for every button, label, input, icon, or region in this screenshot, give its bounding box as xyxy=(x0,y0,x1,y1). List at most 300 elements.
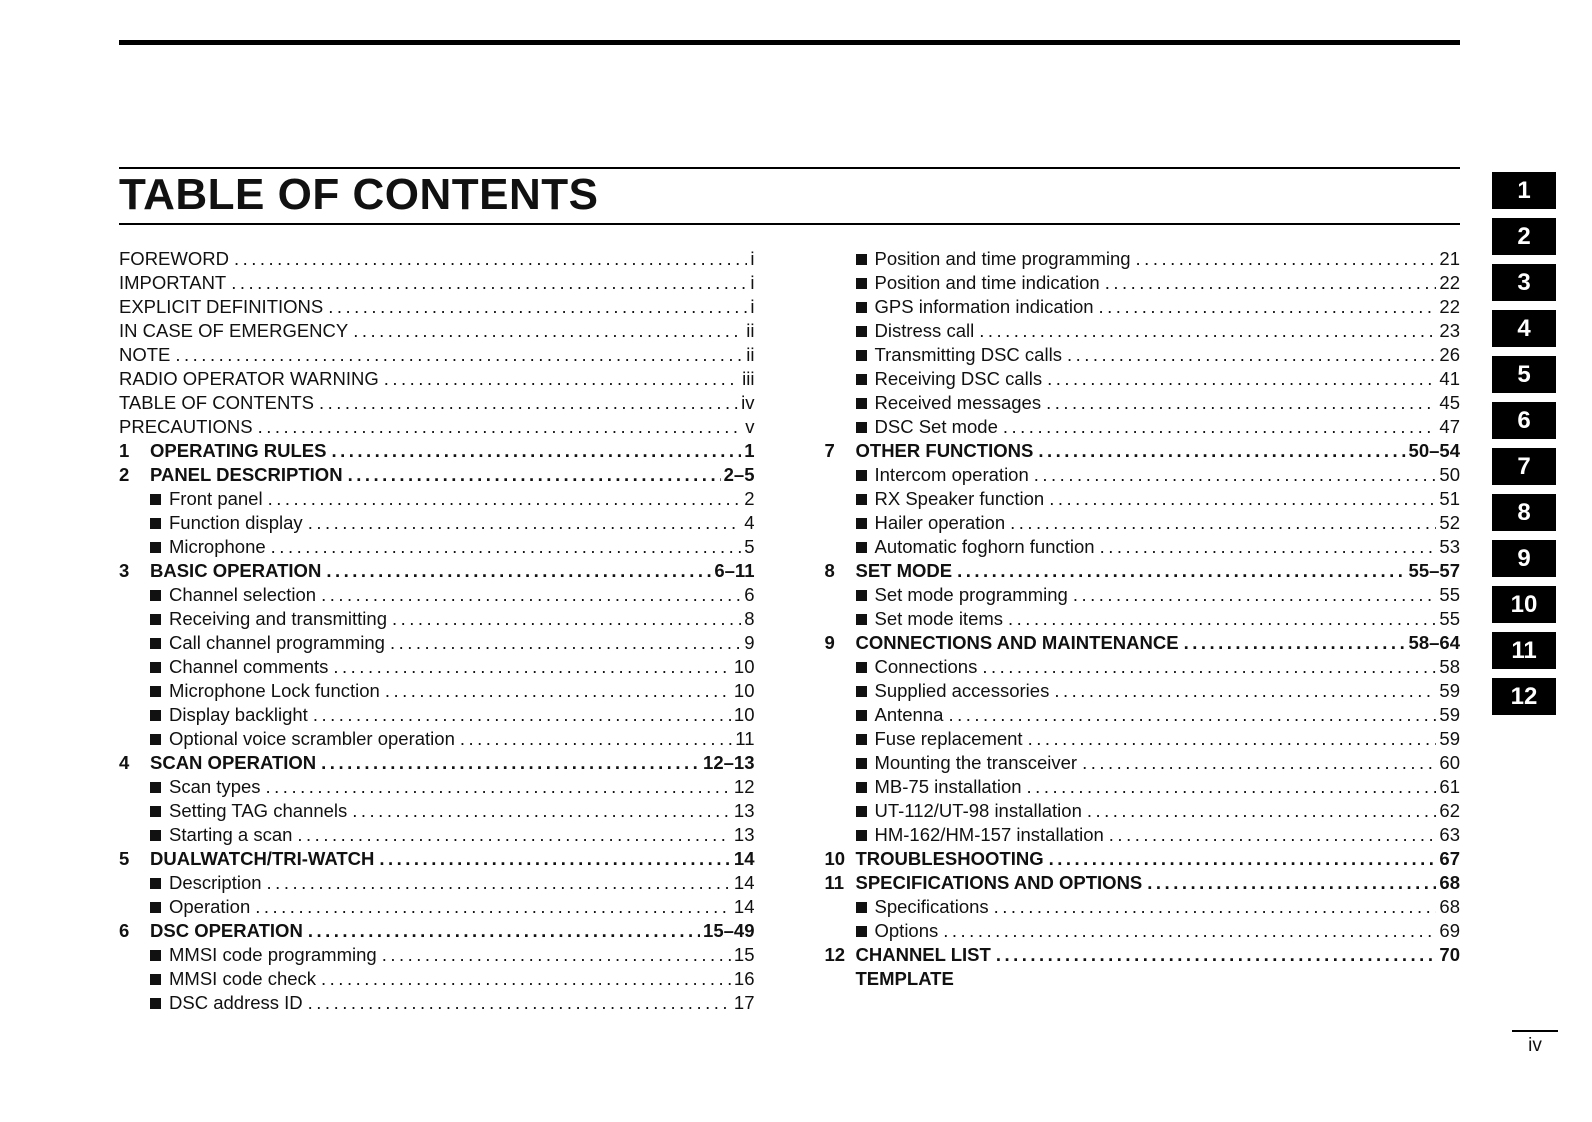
toc-entry xyxy=(119,583,755,607)
toc-entry-page: 70 xyxy=(1439,944,1460,965)
toc-entry xyxy=(825,703,1461,727)
dot-leader xyxy=(379,847,731,871)
section-bullet-icon xyxy=(856,662,867,673)
toc-entry-label: GPS information indication xyxy=(874,296,1094,317)
dot-leader xyxy=(385,679,731,703)
chapter-number: 4 xyxy=(119,752,130,773)
toc-entry-label: OTHER FUNCTIONS xyxy=(855,440,1034,461)
toc-entry xyxy=(119,775,755,799)
chapter-tab-11: 11 xyxy=(1492,632,1556,669)
toc-entry xyxy=(119,607,755,631)
section-bullet-icon xyxy=(150,710,161,721)
toc-entry xyxy=(825,487,1461,511)
section-bullet-icon xyxy=(856,350,867,361)
toc-entry-label: Fuse replacement xyxy=(874,728,1023,749)
toc-entry-label: EXPLICIT DEFINITIONS xyxy=(119,296,324,317)
dot-leader xyxy=(352,799,731,823)
toc-entry-page: 55 xyxy=(1439,584,1460,605)
toc-entry-page: 63 xyxy=(1439,824,1460,845)
chapter-tab-3: 3 xyxy=(1492,264,1556,301)
dot-leader xyxy=(943,919,1436,943)
dot-leader xyxy=(1184,631,1406,655)
toc-entry-label: Set mode items xyxy=(874,608,1004,629)
dot-leader xyxy=(1038,439,1405,463)
toc-entry-page: 47 xyxy=(1439,416,1460,437)
toc-entry-page: i xyxy=(750,272,755,293)
toc-entry xyxy=(825,679,1461,703)
chapter-number: 11 xyxy=(824,872,845,893)
toc-columns xyxy=(119,247,1460,1015)
toc-entry-label: Front panel xyxy=(169,488,263,509)
section-bullet-icon xyxy=(856,398,867,409)
dot-leader xyxy=(308,919,700,943)
dot-leader xyxy=(1087,799,1437,823)
chapter-tab-5: 5 xyxy=(1492,356,1556,393)
toc-entry xyxy=(825,919,1461,943)
dot-leader xyxy=(1046,391,1436,415)
dot-leader xyxy=(353,319,743,343)
toc-entry xyxy=(119,895,755,919)
toc-entry-page: 51 xyxy=(1439,488,1460,509)
toc-entry xyxy=(119,967,755,991)
dot-leader xyxy=(1049,487,1436,511)
section-bullet-icon xyxy=(150,830,161,841)
toc-entry-page: 23 xyxy=(1439,320,1460,341)
toc-entry xyxy=(119,847,755,871)
toc-entry-page: 17 xyxy=(733,992,755,1013)
dot-leader xyxy=(1010,511,1436,535)
toc-entry-label: FOREWORD xyxy=(119,248,229,269)
toc-entry-page: 53 xyxy=(1439,536,1460,557)
toc-entry-page: 69 xyxy=(1439,920,1460,941)
toc-entry-page: 2–5 xyxy=(723,464,755,485)
toc-entry-page: 8 xyxy=(744,608,755,629)
toc-entry xyxy=(119,919,755,943)
toc-entry-label: TEMPLATE xyxy=(855,968,954,989)
toc-entry xyxy=(119,943,755,967)
toc-entry xyxy=(825,943,1461,967)
toc-entry-label: Function display xyxy=(169,512,303,533)
dot-leader xyxy=(331,439,741,463)
toc-entry-page: 6–11 xyxy=(714,560,755,581)
section-bullet-icon xyxy=(150,590,161,601)
toc-entry-label: PRECAUTIONS xyxy=(119,416,253,437)
toc-entry xyxy=(825,391,1461,415)
toc-entry xyxy=(825,439,1461,463)
toc-entry-page: 4 xyxy=(744,512,755,533)
section-bullet-icon xyxy=(856,614,867,625)
toc-entry-label: SPECIFICATIONS AND OPTIONS xyxy=(855,872,1143,893)
section-bullet-icon xyxy=(856,326,867,337)
top-rule xyxy=(119,40,1460,45)
toc-entry-label: Channel selection xyxy=(169,584,317,605)
page-footer xyxy=(1512,1030,1558,1057)
section-bullet-icon xyxy=(856,926,867,937)
toc-entry-label: NOTE xyxy=(119,344,171,365)
dot-leader xyxy=(328,295,747,319)
toc-entry-page: 13 xyxy=(733,800,755,821)
section-bullet-icon xyxy=(856,254,867,265)
toc-entry xyxy=(825,775,1461,799)
chapter-tab-12: 12 xyxy=(1492,678,1556,715)
page-number: iv xyxy=(1528,1035,1542,1056)
toc-entry-label: DSC address ID xyxy=(169,992,303,1013)
dot-leader xyxy=(321,583,741,607)
section-bullet-icon xyxy=(150,542,161,553)
toc-entry-label: Hailer operation xyxy=(874,512,1006,533)
chapter-tab-6: 6 xyxy=(1492,402,1556,439)
chapter-tab-index xyxy=(1492,172,1556,715)
dot-leader xyxy=(1067,343,1436,367)
toc-entry-page: 11 xyxy=(735,728,755,749)
dot-leader xyxy=(1147,871,1436,895)
title-block xyxy=(119,167,1460,225)
toc-entry-page: 67 xyxy=(1439,848,1460,869)
toc-entry-label: Microphone xyxy=(169,536,266,557)
dot-leader xyxy=(979,319,1436,343)
toc-entry-label: TROUBLESHOOTING xyxy=(855,848,1044,869)
toc-entry-label: DUALWATCH/TRI-WATCH xyxy=(150,848,375,869)
toc-entry xyxy=(825,271,1461,295)
toc-column-right xyxy=(825,247,1461,1015)
dot-leader xyxy=(1028,727,1437,751)
toc-entry xyxy=(119,991,755,1015)
section-bullet-icon xyxy=(856,518,867,529)
dot-leader xyxy=(390,631,741,655)
toc-entry xyxy=(119,343,755,367)
toc-entry-label: TABLE OF CONTENTS xyxy=(119,392,314,413)
toc-entry-label: BASIC OPERATION xyxy=(150,560,322,581)
toc-entry-page: 55 xyxy=(1439,608,1460,629)
section-bullet-icon xyxy=(150,494,161,505)
toc-entry-label: Options xyxy=(874,920,939,941)
chapter-tab-4: 4 xyxy=(1492,310,1556,347)
dot-leader xyxy=(266,775,731,799)
section-bullet-icon xyxy=(150,662,161,673)
toc-entry xyxy=(119,799,755,823)
toc-entry-page: 22 xyxy=(1439,296,1460,317)
toc-entry xyxy=(825,343,1461,367)
toc-entry-page: 68 xyxy=(1439,872,1460,893)
dot-leader xyxy=(1049,847,1437,871)
toc-entry-page: 1 xyxy=(744,440,755,461)
toc-entry-label: RX Speaker function xyxy=(874,488,1045,509)
chapter-number: 5 xyxy=(119,848,130,869)
toc-entry-label: Receiving and transmitting xyxy=(169,608,387,629)
section-bullet-icon xyxy=(150,950,161,961)
section-bullet-icon xyxy=(856,470,867,481)
toc-entry-label: RADIO OPERATOR WARNING xyxy=(119,368,379,389)
toc-entry xyxy=(825,463,1461,487)
dot-leader xyxy=(994,895,1437,919)
toc-entry-page: 26 xyxy=(1439,344,1460,365)
section-bullet-icon xyxy=(150,806,161,817)
toc-entry-page: 61 xyxy=(1439,776,1460,797)
dot-leader xyxy=(321,751,700,775)
toc-entry-label: DSC Set mode xyxy=(874,416,998,437)
toc-entry-page: 59 xyxy=(1439,728,1460,749)
toc-entry xyxy=(825,895,1461,919)
toc-entry-page: 52 xyxy=(1439,512,1460,533)
section-bullet-icon xyxy=(856,686,867,697)
toc-entry xyxy=(825,823,1461,847)
toc-entry xyxy=(119,391,755,415)
toc-entry-page: 50–54 xyxy=(1408,440,1460,461)
dot-leader xyxy=(382,943,731,967)
toc-entry-label: SCAN OPERATION xyxy=(150,752,317,773)
toc-entry xyxy=(119,487,755,511)
toc-entry xyxy=(119,463,755,487)
toc-entry-page: ii xyxy=(746,320,755,341)
toc-entry xyxy=(825,847,1461,871)
toc-entry-label: Channel comments xyxy=(169,656,329,677)
toc-entry xyxy=(825,727,1461,751)
toc-entry-page: 15 xyxy=(733,944,755,965)
toc-entry-page: 45 xyxy=(1439,392,1460,413)
section-bullet-icon xyxy=(150,974,161,985)
toc-entry xyxy=(119,535,755,559)
dot-leader xyxy=(1100,535,1437,559)
toc-entry-label: MMSI code programming xyxy=(169,944,377,965)
dot-leader xyxy=(1027,775,1437,799)
toc-entry xyxy=(119,703,755,727)
toc-entry-label: HM-162/HM-157 installation xyxy=(874,824,1104,845)
toc-entry-label: PANEL DESCRIPTION xyxy=(150,464,343,485)
dot-leader xyxy=(268,487,742,511)
toc-entry xyxy=(119,439,755,463)
toc-entry-page: 68 xyxy=(1439,896,1460,917)
section-bullet-icon xyxy=(856,734,867,745)
toc-entry-label: MB-75 installation xyxy=(874,776,1022,797)
section-bullet-icon xyxy=(856,902,867,913)
toc-entry-label: OPERATING RULES xyxy=(150,440,327,461)
toc-entry xyxy=(119,295,755,319)
toc-entry-page: 41 xyxy=(1439,368,1460,389)
toc-entry-label: Set mode programming xyxy=(874,584,1068,605)
toc-entry-page: iii xyxy=(742,368,755,389)
dot-leader xyxy=(326,559,711,583)
chapter-number: 10 xyxy=(824,848,846,869)
toc-entry-page: ii xyxy=(746,344,755,365)
toc-entry-page: 58 xyxy=(1439,656,1460,677)
dot-leader xyxy=(1073,583,1437,607)
chapter-number: 1 xyxy=(119,440,130,461)
chapter-tab-2: 2 xyxy=(1492,218,1556,255)
toc-entry-page: 2 xyxy=(744,488,755,509)
dot-leader xyxy=(348,463,721,487)
toc-entry xyxy=(119,751,755,775)
dot-leader xyxy=(175,343,743,367)
section-bullet-icon xyxy=(856,422,867,433)
toc-entry xyxy=(825,559,1461,583)
toc-entry-page: 12 xyxy=(733,776,755,797)
dot-leader xyxy=(258,415,743,439)
dot-leader xyxy=(1105,271,1437,295)
dot-leader xyxy=(308,511,742,535)
dot-leader xyxy=(319,391,738,415)
toc-entry-page: 22 xyxy=(1439,272,1460,293)
toc-entry-page: 14 xyxy=(733,896,755,917)
dot-leader xyxy=(982,655,1436,679)
dot-leader xyxy=(271,535,742,559)
toc-entry-page: v xyxy=(745,416,755,437)
toc-entry xyxy=(119,247,755,271)
toc-entry-page: 5 xyxy=(744,536,755,557)
dot-leader xyxy=(321,967,731,991)
toc-entry-page: 50 xyxy=(1439,464,1460,485)
section-bullet-icon xyxy=(856,782,867,793)
toc-entry-page: 62 xyxy=(1439,800,1460,821)
toc-entry xyxy=(825,631,1461,655)
section-bullet-icon xyxy=(150,998,161,1009)
toc-entry-label: Microphone Lock function xyxy=(169,680,380,701)
dot-leader xyxy=(1008,607,1436,631)
toc-column-left xyxy=(119,247,755,1015)
chapter-tab-8: 8 xyxy=(1492,494,1556,531)
toc-entry-label: CONNECTIONS AND MAINTENANCE xyxy=(855,632,1179,653)
toc-entry-page: 60 xyxy=(1439,752,1460,773)
toc-entry xyxy=(119,655,755,679)
dot-leader xyxy=(1047,367,1436,391)
toc-entry-label: IN CASE OF EMERGENCY xyxy=(119,320,349,341)
toc-entry-page: 10 xyxy=(733,656,755,677)
toc-entry-label: SET MODE xyxy=(855,560,953,581)
toc-entry xyxy=(825,751,1461,775)
toc-entry-label: Intercom operation xyxy=(874,464,1029,485)
toc-entry-page: 16 xyxy=(733,968,755,989)
toc-entry-label: Connections xyxy=(874,656,978,677)
section-bullet-icon xyxy=(856,710,867,721)
section-bullet-icon xyxy=(150,638,161,649)
toc-entry xyxy=(119,511,755,535)
toc-entry-label: IMPORTANT xyxy=(119,272,227,293)
dot-leader xyxy=(1099,295,1437,319)
toc-entry xyxy=(119,871,755,895)
toc-entry-page: 10 xyxy=(733,680,755,701)
toc-entry-label: MMSI code check xyxy=(169,968,317,989)
section-bullet-icon xyxy=(856,590,867,601)
toc-entry-page: 59 xyxy=(1439,680,1460,701)
section-bullet-icon xyxy=(150,878,161,889)
toc-entry-label: Automatic foghorn function xyxy=(874,536,1095,557)
section-bullet-icon xyxy=(856,302,867,313)
toc-entry xyxy=(825,511,1461,535)
toc-entry-page: 14 xyxy=(733,848,755,869)
dot-leader xyxy=(255,895,731,919)
dot-leader xyxy=(267,871,731,895)
section-bullet-icon xyxy=(856,374,867,385)
toc-entry-label: Received messages xyxy=(874,392,1042,413)
toc-entry-label: Operation xyxy=(169,896,251,917)
toc-entry xyxy=(825,799,1461,823)
chapter-number: 12 xyxy=(824,944,846,965)
toc-entry xyxy=(825,319,1461,343)
toc-entry xyxy=(119,727,755,751)
toc-entry-label: Specifications xyxy=(874,896,989,917)
toc-entry xyxy=(825,247,1461,271)
toc-entry xyxy=(825,367,1461,391)
dot-leader xyxy=(384,367,739,391)
section-bullet-icon xyxy=(150,686,161,697)
section-bullet-icon xyxy=(856,830,867,841)
toc-entry xyxy=(825,871,1461,895)
toc-entry xyxy=(119,415,755,439)
toc-entry-label: Antenna xyxy=(874,704,944,725)
toc-entry-page: 59 xyxy=(1439,704,1460,725)
chapter-number: 2 xyxy=(119,464,130,485)
section-bullet-icon xyxy=(150,518,161,529)
toc-entry xyxy=(825,535,1461,559)
dot-leader xyxy=(460,727,732,751)
chapter-number: 3 xyxy=(119,560,130,581)
dot-leader xyxy=(333,655,731,679)
toc-entry xyxy=(825,415,1461,439)
chapter-tab-7: 7 xyxy=(1492,448,1556,485)
chapter-number: 7 xyxy=(824,440,835,461)
toc-entry-label: CHANNEL LIST xyxy=(855,944,991,965)
toc-entry xyxy=(119,823,755,847)
section-bullet-icon xyxy=(856,494,867,505)
toc-entry-page: 14 xyxy=(733,872,755,893)
dot-leader xyxy=(1054,679,1436,703)
toc-entry-label: Scan types xyxy=(169,776,261,797)
toc-entry-label: UT-112/UT-98 installation xyxy=(874,800,1082,821)
dot-leader xyxy=(308,991,731,1015)
dot-leader xyxy=(996,943,1437,967)
dot-leader xyxy=(1003,415,1437,439)
toc-entry xyxy=(825,655,1461,679)
toc-entry xyxy=(119,559,755,583)
toc-entry-page: 13 xyxy=(733,824,755,845)
chapter-number: 6 xyxy=(119,920,130,941)
toc-entry-label: Display backlight xyxy=(169,704,308,725)
dot-leader xyxy=(313,703,731,727)
dot-leader xyxy=(1034,463,1437,487)
toc-entry xyxy=(825,295,1461,319)
toc-entry-label: Position and time programming xyxy=(874,248,1131,269)
chapter-number: 8 xyxy=(824,560,835,581)
dot-leader xyxy=(392,607,741,631)
toc-entry-label: Distress call xyxy=(874,320,975,341)
section-bullet-icon xyxy=(856,806,867,817)
dot-leader xyxy=(297,823,731,847)
chapter-tab-10: 10 xyxy=(1492,586,1556,623)
toc-entry xyxy=(119,631,755,655)
dot-leader xyxy=(1136,247,1437,271)
toc-entry-page: 15–49 xyxy=(703,920,755,941)
chapter-tab-9: 9 xyxy=(1492,540,1556,577)
toc-entry-page: i xyxy=(750,248,755,269)
toc-entry-label: Call channel programming xyxy=(169,632,385,653)
page-title: TABLE OF CONTENTS xyxy=(119,170,599,219)
toc-entry xyxy=(119,319,755,343)
toc-entry-label: Transmitting DSC calls xyxy=(874,344,1062,365)
chapter-tab-1: 1 xyxy=(1492,172,1556,209)
toc-entry-page: i xyxy=(750,296,755,317)
section-bullet-icon xyxy=(856,278,867,289)
toc-entry xyxy=(825,607,1461,631)
toc-entry-label: Supplied accessories xyxy=(874,680,1050,701)
toc-entry-page: iv xyxy=(741,392,755,413)
dot-leader xyxy=(231,271,747,295)
toc-entry-label: Position and time indication xyxy=(874,272,1100,293)
toc-entry-label: Optional voice scrambler operation xyxy=(169,728,455,749)
toc-entry-page: 12–13 xyxy=(703,752,755,773)
toc-entry-page: 6 xyxy=(744,584,755,605)
toc-entry-label: DSC OPERATION xyxy=(150,920,303,941)
toc-entry-page: 9 xyxy=(744,632,755,653)
section-bullet-icon xyxy=(856,758,867,769)
